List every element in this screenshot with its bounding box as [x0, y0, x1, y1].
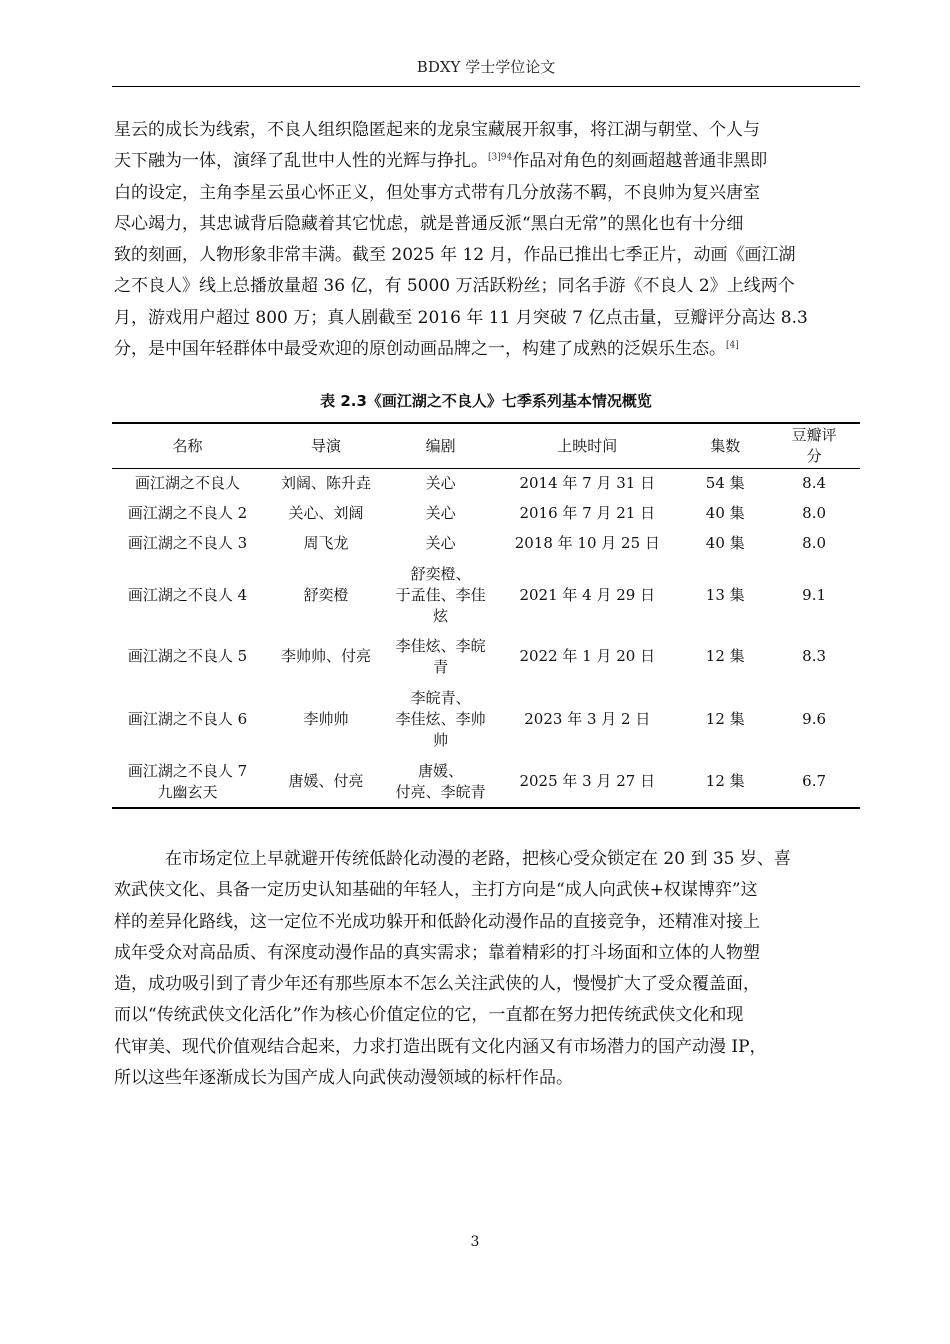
cell-writer-line: 李佳炫、李帅	[395, 709, 486, 728]
header-director: 导演	[263, 423, 389, 469]
cell-director: 李帅帅、付亮	[280, 647, 371, 665]
page-number: 3	[470, 1234, 480, 1250]
text-segment: 天下融为一体，演绎了乱世中人性的光辉与挣扎。	[114, 151, 488, 172]
cell-name-line: 画江湖之不良人 7	[127, 761, 248, 780]
cell-writer: 关心	[425, 474, 456, 493]
cell-date: 2018 年 10 月 25 日	[514, 534, 660, 552]
cell-name: 画江湖之不良人 3	[127, 534, 248, 552]
cell-writer: 关心	[425, 534, 456, 552]
table-row	[112, 559, 860, 632]
cell-writer: 关心	[425, 504, 456, 522]
cell-writer-line: 炫	[433, 606, 449, 625]
text-line: 造，成功吸引到了青少年还有那些原本不怎么关注武侠的人，慢慢扩大了受众覆盖面，	[114, 974, 760, 995]
cell-name: 画江湖之不良人	[135, 474, 241, 493]
header-writer: 编剧	[389, 423, 492, 469]
cell-episodes: 54 集	[705, 474, 745, 493]
cell-writer-line: 李皖青、	[410, 688, 471, 707]
text-line: 月，游戏用户超过 800 万；真人剧截至 2016 年 11 月突破 7 亿点击量，豆瓣评分高达 8.3	[114, 307, 808, 328]
cell-director: 刘阔、陈升垚	[280, 474, 371, 493]
cell-name	[112, 757, 263, 808]
cell-writer-line: 付亮、李皖青	[395, 782, 486, 801]
cell-writer-line: 舒奕橙、	[410, 564, 471, 583]
table-row	[112, 757, 860, 808]
text-line: 样的差异化路线，这一定位不光成功躲开和低龄化动漫作品的直接竞争，还精准对接上	[114, 911, 760, 932]
cell-director: 唐媛、付亮	[263, 757, 389, 808]
table-row	[112, 469, 860, 499]
citation-marker[interactable]: [3]94	[488, 152, 513, 163]
cell-writer	[389, 559, 492, 632]
cell-score: 9.6	[802, 709, 827, 728]
cell-name: 画江湖之不良人 6	[127, 709, 248, 728]
text-line	[114, 146, 860, 177]
header-douban-score-text: 豆瓣评分	[791, 426, 837, 465]
cell-director: 舒奕橙	[303, 585, 349, 604]
cell-writer-line: 唐媛、	[418, 761, 464, 780]
cell-date: 2021 年 4 月 29 日	[519, 585, 656, 604]
cell-score: 6.7	[768, 757, 860, 808]
text-line: 之不良人》线上总播放量超 36 亿，有 5000 万活跃粉丝；同名手游《不良人 2》上线两个	[114, 276, 795, 297]
text-line: 而以“传统武侠文化活化”作为核心价值定位的它，一直都在努力把传统武侠文化和现	[114, 1005, 744, 1026]
cell-writer-line: 帅	[433, 730, 449, 749]
cell-name-line: 九幽玄天	[157, 782, 218, 801]
text-line: 欢武侠文化、具备一定历史认知基础的年轻人，主打方向是“成人向武侠+权谋博弈”这	[114, 880, 758, 901]
cell-date: 2023 年 3 月 2 日	[524, 709, 651, 728]
cell-score: 8.0	[802, 504, 827, 522]
body-paragraph-2	[114, 844, 860, 1094]
cell-episodes: 12 集	[705, 647, 745, 665]
series-overview-table	[112, 422, 860, 809]
cell-episodes: 40 集	[705, 534, 745, 552]
table-row	[112, 632, 860, 682]
table-row	[112, 499, 860, 529]
text-segment: 作品对角色的刻画超越普通非黑即	[512, 151, 768, 172]
citation-marker[interactable]: [4]	[726, 340, 739, 351]
table-row	[112, 682, 860, 757]
header-divider	[112, 86, 860, 87]
text-line: 在市场定位上早就避开传统低龄化动漫的老路，把核心受众锁定在 20 到 35 岁、喜	[165, 849, 791, 869]
cell-name: 画江湖之不良人 2	[127, 504, 248, 522]
text-line: 白的设定，主角李星云虽心怀正义，但处事方式带有几分放荡不羁，不良帅为复兴唐室	[114, 182, 760, 203]
cell-score: 8.0	[802, 534, 827, 552]
header-episodes: 集数	[682, 423, 768, 469]
header-name: 名称	[112, 423, 263, 469]
cell-name: 画江湖之不良人 4	[127, 585, 248, 604]
text-line: 致的刻画，人物形象非常丰满。截至 2025 年 12 月，作品已推出七季正片，动画《画江湖	[114, 245, 796, 266]
cell-date: 2025 年 3 月 27 日	[492, 757, 682, 808]
text-line: 代审美、现代价值观结合起来，力求打造出既有文化内涵又有市场潜力的国产动漫 IP，	[114, 1036, 767, 1057]
cell-score: 8.4	[802, 474, 827, 493]
header-release-date: 上映时间	[492, 423, 682, 469]
cell-director: 关心、刘阔	[288, 504, 364, 522]
cell-score: 9.1	[802, 585, 827, 604]
cell-name: 画江湖之不良人 5	[127, 647, 248, 665]
cell-date: 2016 年 7 月 21 日	[519, 504, 656, 522]
cell-director: 李帅帅	[303, 709, 349, 728]
text-line: 星云的成长为线索，不良人组织隐匿起来的龙泉宝藏展开叙事，将江湖与朝堂、个人与	[114, 120, 760, 140]
cell-writer-line: 李佳炫、李皖	[395, 636, 486, 655]
cell-writer	[389, 682, 492, 757]
text-line: 尽心竭力，其忠诚背后隐藏着其它忧虑，就是普通反派“黑白无常”的黑化也有十分细	[114, 213, 744, 234]
cell-writer	[389, 632, 492, 682]
cell-episodes: 12 集	[682, 757, 768, 808]
cell-writer-line: 青	[433, 657, 449, 676]
table-header-row	[112, 423, 860, 469]
cell-episodes: 13 集	[705, 585, 745, 604]
cell-score: 8.3	[802, 647, 827, 665]
text-line	[114, 334, 860, 365]
text-line: 成年受众对高品质、有深度动漫作品的真实需求；靠着精彩的打斗场面和立体的人物塑	[114, 942, 760, 963]
cell-episodes: 12 集	[705, 709, 745, 728]
page-header: BDXY 学士学位论文	[416, 58, 556, 76]
text-segment: 分，是中国年轻群体中最受欢迎的原创动画品牌之一，构建了成熟的泛娱乐生态。	[114, 339, 726, 360]
cell-date: 2022 年 1 月 20 日	[519, 647, 656, 665]
cell-date: 2014 年 7 月 31 日	[519, 474, 656, 493]
cell-director: 周飞龙	[303, 534, 349, 552]
header-douban-score	[768, 423, 860, 469]
text-line: 所以这些年逐渐成长为国产成人向武侠动漫领域的标杆作品。	[114, 1068, 573, 1089]
table-caption: 表 2.3《画江湖之不良人》七季系列基本情况概览	[320, 392, 652, 410]
table-row	[112, 529, 860, 559]
cell-writer	[389, 757, 492, 808]
cell-episodes: 40 集	[705, 504, 745, 522]
cell-writer-line: 于孟佳、李佳	[395, 585, 486, 604]
body-paragraph-1	[114, 115, 860, 365]
